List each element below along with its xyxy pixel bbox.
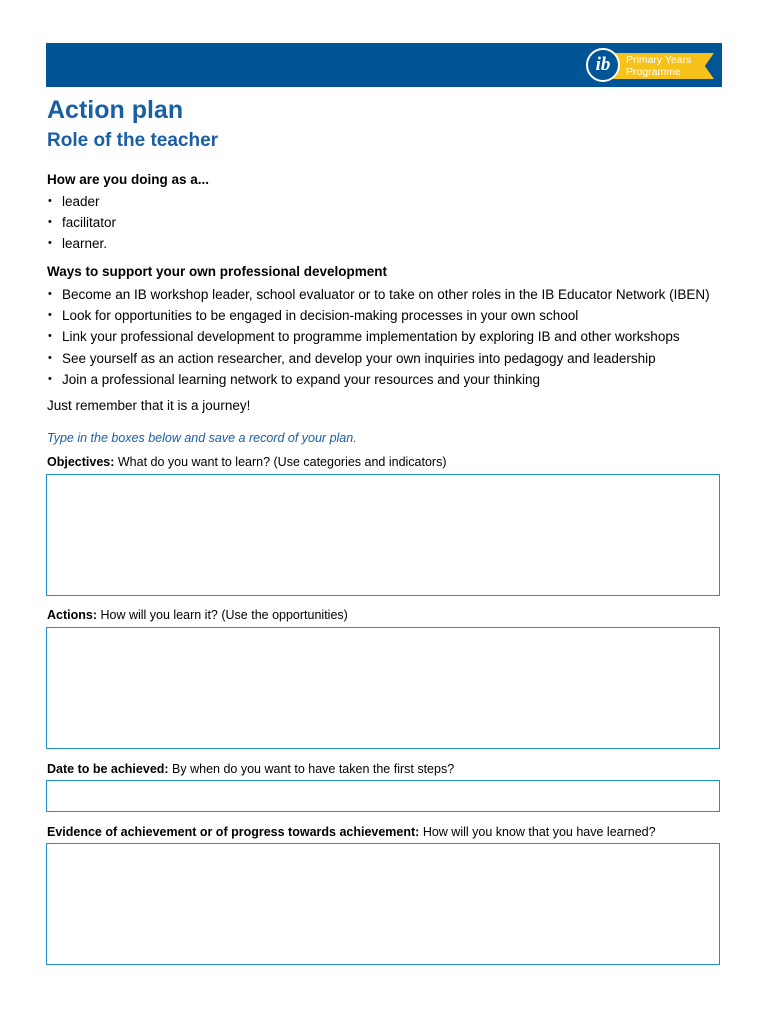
- list-item: • learner.: [47, 233, 116, 254]
- list-item: • Link your professional development to programme implementation by exploring IB and other workshops: [47, 326, 710, 347]
- page-title: Action plan: [47, 96, 184, 124]
- logo-line-2: Programme: [626, 66, 681, 78]
- section2-heading: Ways to support your own professional development: [47, 264, 388, 279]
- section1-heading: How are you doing as a...: [47, 172, 210, 187]
- list-item: • Join a professional learning network to expand your resources and your thinking: [47, 369, 710, 390]
- objectives-field[interactable]: [46, 474, 720, 596]
- closing-text: Just remember that it is a journey!: [47, 398, 251, 413]
- list-item: • leader: [47, 191, 116, 212]
- objectives-label: Objectives: What do you want to learn? (Use categories and indicators): [47, 455, 447, 469]
- list-item: • Become an IB workshop leader, school evaluator or to take on other roles in the IB Educator Network (IBEN): [47, 284, 710, 305]
- evidence-field[interactable]: [46, 843, 720, 965]
- ib-pyp-logo: [586, 48, 716, 82]
- date-label: Date to be achieved: By when do you want to have taken the first steps?: [47, 762, 455, 776]
- list-item: • facilitator: [47, 212, 116, 233]
- actions-field[interactable]: [46, 627, 720, 749]
- evidence-label: Evidence of achievement or of progress towards achievement: How will you know that you have learned?: [47, 825, 656, 839]
- logo-line-1: Primary Years: [626, 54, 692, 66]
- ib-logo-icon: ib: [586, 48, 620, 82]
- page-subtitle: Role of the teacher: [47, 130, 219, 151]
- section2-list: [47, 284, 710, 390]
- instruction-text: Type in the boxes below and save a record of your plan.: [47, 431, 357, 445]
- section1-list: [47, 191, 116, 255]
- list-item: • See yourself as an action researcher, and develop your own inquiries into pedagogy and leadership: [47, 348, 710, 369]
- header-banner: [46, 43, 722, 87]
- list-item: • Look for opportunities to be engaged in decision-making processes in your own school: [47, 305, 710, 326]
- logo-text: [626, 54, 691, 78]
- actions-label: Actions: How will you learn it? (Use the opportunities): [47, 608, 348, 622]
- date-field[interactable]: [46, 780, 720, 812]
